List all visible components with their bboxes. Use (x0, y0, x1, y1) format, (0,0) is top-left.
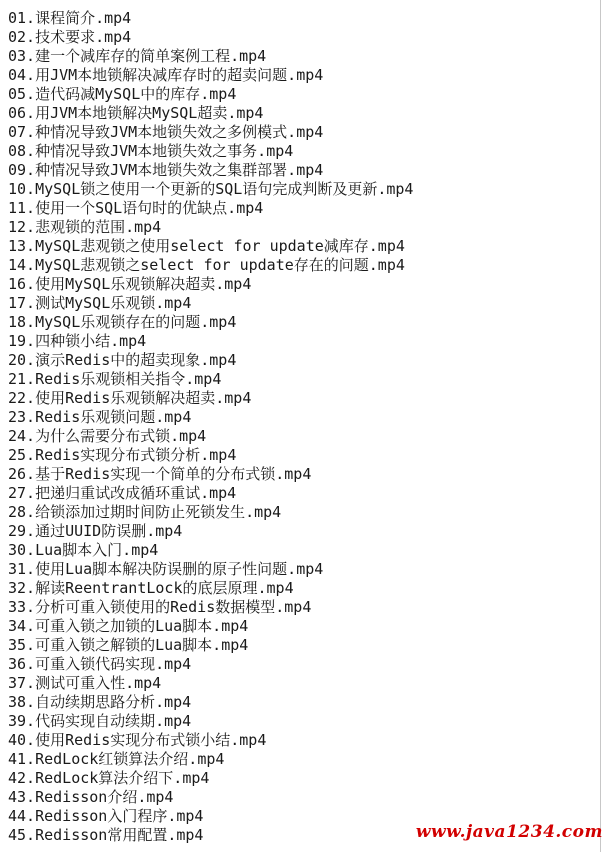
file-item[interactable]: 08.种情况导致JVM本地锁失效之事务.mp4 (8, 142, 294, 160)
file-item[interactable]: 14.MySQL悲观锁之select for update存在的问题.mp4 (8, 256, 405, 274)
file-item[interactable]: 24.为什么需要分布式锁.mp4 (8, 427, 207, 445)
file-item[interactable]: 31.使用Lua脚本解决防误删的原子性问题.mp4 (8, 560, 324, 578)
file-item[interactable]: 05.造代码减MySQL中的库存.mp4 (8, 85, 237, 103)
file-item[interactable]: 04.用JVM本地锁解决减库存时的超卖问题.mp4 (8, 66, 324, 84)
file-item[interactable]: 02.技术要求.mp4 (8, 28, 132, 46)
file-item[interactable]: 19.四种锁小结.mp4 (8, 332, 147, 350)
file-item[interactable]: 45.Redisson常用配置.mp4 (8, 826, 204, 844)
file-item[interactable]: 18.MySQL乐观锁存在的问题.mp4 (8, 313, 237, 331)
file-item[interactable]: 43.Redisson介绍.mp4 (8, 788, 174, 806)
file-item[interactable]: 11.使用一个SQL语句时的优缺点.mp4 (8, 199, 264, 217)
file-item[interactable]: 39.代码实现自动续期.mp4 (8, 712, 192, 730)
file-item[interactable]: 26.基于Redis实现一个简单的分布式锁.mp4 (8, 465, 312, 483)
file-item[interactable]: 23.Redis乐观锁问题.mp4 (8, 408, 192, 426)
file-item[interactable]: 01.课程简介.mp4 (8, 9, 132, 27)
file-item[interactable]: 07.种情况导致JVM本地锁失效之多例模式.mp4 (8, 123, 324, 141)
file-item[interactable]: 22.使用Redis乐观锁解决超卖.mp4 (8, 389, 252, 407)
file-item[interactable]: 03.建一个减库存的简单案例工程.mp4 (8, 47, 267, 65)
file-item[interactable]: 40.使用Redis实现分布式锁小结.mp4 (8, 731, 267, 749)
file-item[interactable]: 35.可重入锁之解锁的Lua脚本.mp4 (8, 636, 249, 654)
file-item[interactable]: 21.Redis乐观锁相关指令.mp4 (8, 370, 222, 388)
file-item[interactable]: 41.RedLock红锁算法介绍.mp4 (8, 750, 225, 768)
file-item[interactable]: 16.使用MySQL乐观锁解决超卖.mp4 (8, 275, 252, 293)
file-item[interactable]: 32.解读ReentrantLock的底层原理.mp4 (8, 579, 294, 597)
file-item[interactable]: 27.把递归重试改成循环重试.mp4 (8, 484, 237, 502)
file-item[interactable]: 10.MySQL锁之使用一个更新的SQL语句完成判断及更新.mp4 (8, 180, 414, 198)
file-item[interactable]: 28.给锁添加过期时间防止死锁发生.mp4 (8, 503, 282, 521)
file-item[interactable]: 09.种情况导致JVM本地锁失效之集群部署.mp4 (8, 161, 324, 179)
file-item[interactable]: 12.悲观锁的范围.mp4 (8, 218, 162, 236)
file-item[interactable]: 42.RedLock算法介绍下.mp4 (8, 769, 210, 787)
file-item[interactable]: 06.用JVM本地锁解决MySQL超卖.mp4 (8, 104, 264, 122)
file-item[interactable]: 29.通过UUID防误删.mp4 (8, 522, 183, 540)
file-item[interactable]: 17.测试MySQL乐观锁.mp4 (8, 294, 192, 312)
file-item[interactable]: 20.演示Redis中的超卖现象.mp4 (8, 351, 237, 369)
site-watermark: www.java1234.com (415, 822, 603, 842)
file-item[interactable]: 25.Redis实现分布式锁分析.mp4 (8, 446, 237, 464)
file-item[interactable]: 38.自动续期思路分析.mp4 (8, 693, 192, 711)
file-item[interactable]: 37.测试可重入性.mp4 (8, 674, 162, 692)
file-item[interactable]: 36.可重入锁代码实现.mp4 (8, 655, 192, 673)
file-item[interactable]: 30.Lua脚本入门.mp4 (8, 541, 159, 559)
file-item[interactable]: 44.Redisson入门程序.mp4 (8, 807, 204, 825)
file-item[interactable]: 34.可重入锁之加锁的Lua脚本.mp4 (8, 617, 249, 635)
file-item[interactable]: 13.MySQL悲观锁之使用select for update减库存.mp4 (8, 237, 405, 255)
file-item[interactable]: 33.分析可重入锁使用的Redis数据模型.mp4 (8, 598, 312, 616)
